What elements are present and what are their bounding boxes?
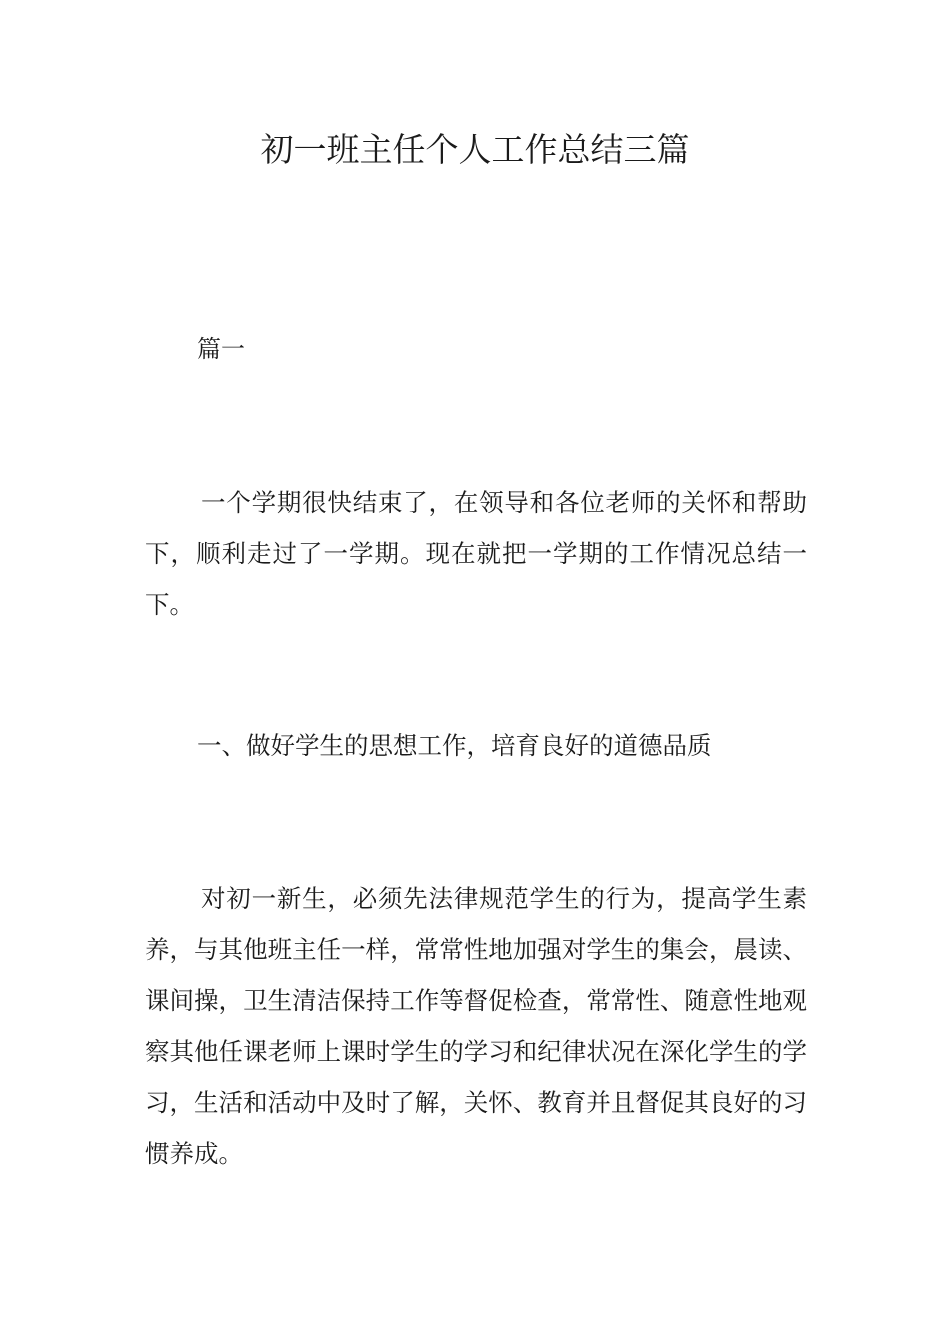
paragraph-body: 对初一新生，必须先法律规范学生的行为，提高学生素养，与其他班主任一样，常常性地加强对学生的集会，晨读、课间操，卫生清洁保持工作等督促检查，常常性、随意性地观察其他任课老师上课时学生的学习和纪律状况在深化学生的学习，生活和活动中及时了解，关怀、教育并且督促其良好的习惯养成。	[145, 884, 807, 1168]
paragraph-intro: 一个学期很快结束了，在领导和各位老师的关怀和帮助下，顺利走过了一学期。现在就把一学期的工作情况总结一下。	[145, 488, 807, 619]
section-label: 篇一	[197, 335, 245, 363]
document-title: 初一班主任个人工作总结三篇	[260, 130, 690, 169]
section-heading: 一、做好学生的思想工作，培育良好的道德品质	[197, 731, 712, 760]
